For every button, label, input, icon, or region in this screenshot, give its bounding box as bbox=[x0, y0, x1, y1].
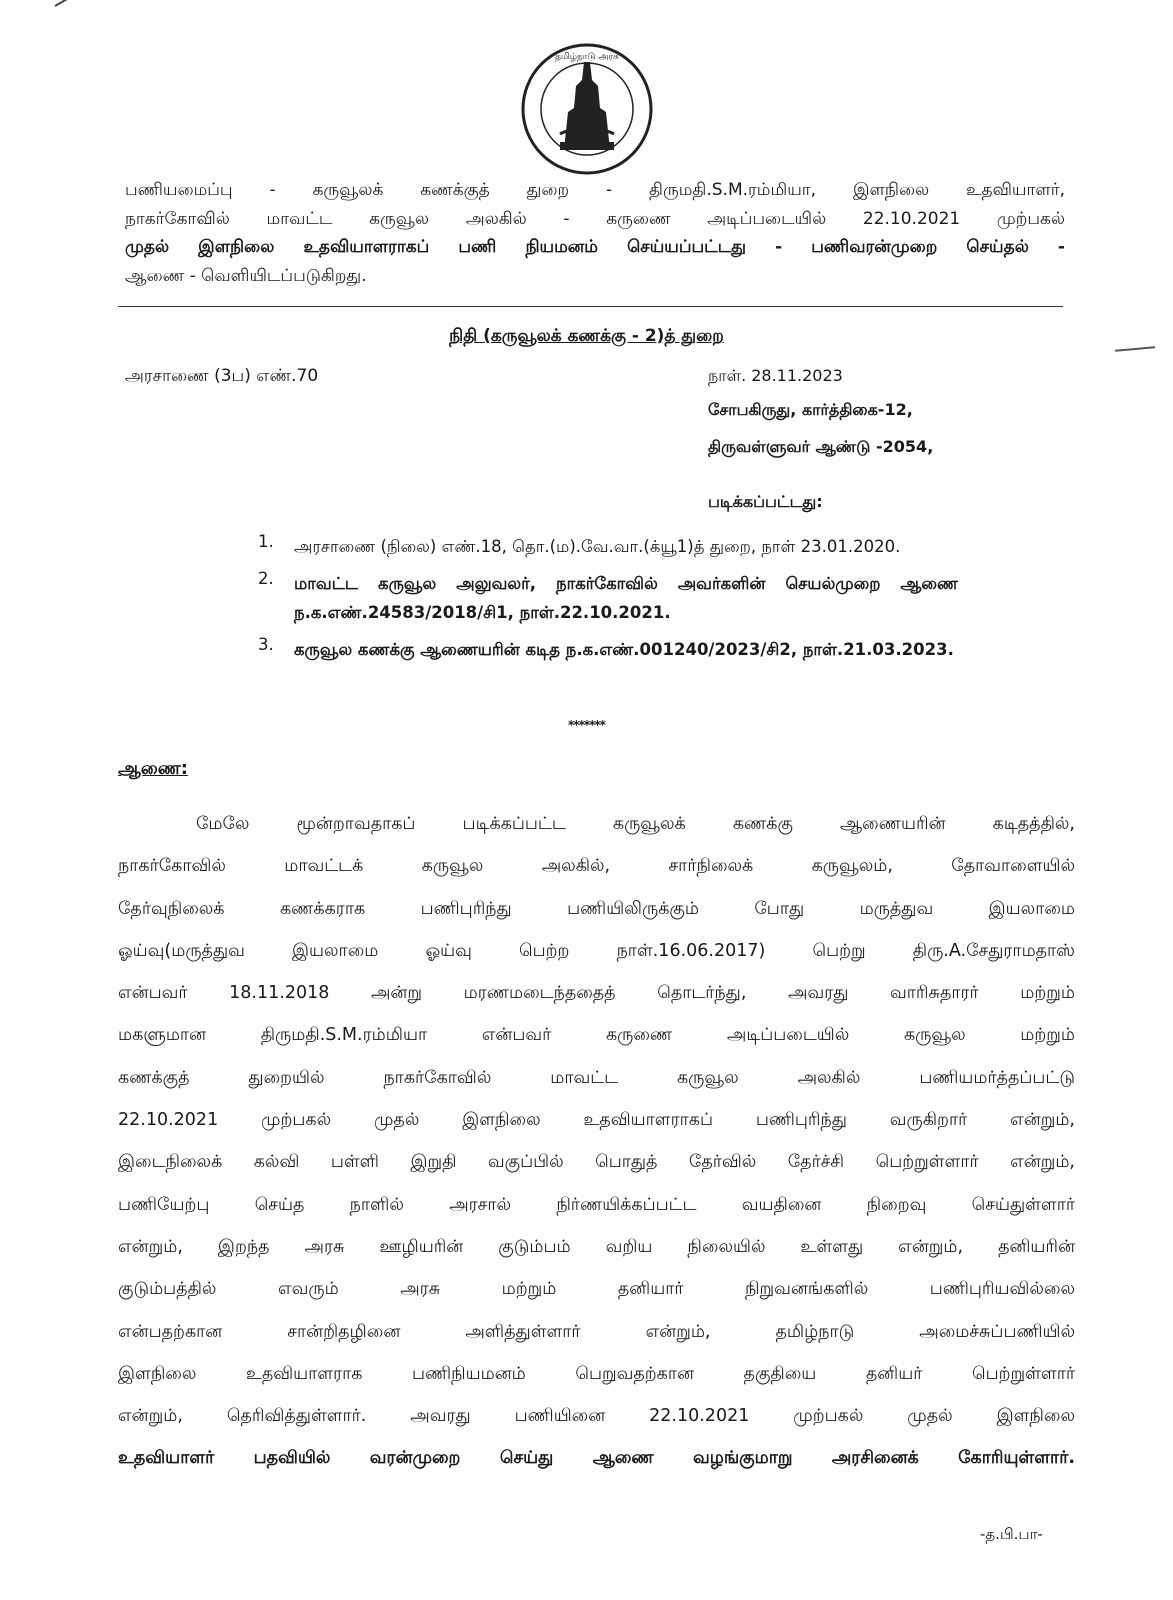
divider bbox=[118, 306, 1063, 307]
reference-number: 1. bbox=[258, 532, 274, 551]
order-line: மகளுமான திருமதி.S.M.ரம்மியா என்பவர் கருணை அடிப்படையில் கருவூல மற்றும் bbox=[118, 1025, 1075, 1046]
references-list bbox=[258, 532, 958, 672]
reference-text: கருவூல கணக்கு ஆணையரின் கடித ந.க.எண்.001240/2023/சி2, நாள்.21.03.2023. bbox=[294, 640, 954, 659]
pen-mark bbox=[55, 0, 96, 7]
order-line: தேர்வுநிலைக் கணக்கராக பணிபுரிந்து பணியிலிருக்கும் போது மருத்துவ இயலாமை bbox=[118, 898, 1075, 919]
reference-number: 3. bbox=[258, 635, 274, 654]
order-line: குடும்பத்தில் எவரும் அரசு மற்றும் தனியார் நிறுவனங்களில் பணிபுரியவில்லை bbox=[118, 1279, 1075, 1300]
reference-number: 2. bbox=[258, 569, 274, 588]
subject-line: முதல் இளநிலை உதவியாளராகப் பணி நியமனம் செய்யப்பட்டது - பணிவரன்முறை செய்தல் - bbox=[125, 237, 1065, 257]
tamil-nadu-emblem-icon bbox=[520, 42, 654, 176]
order-line: இடைநிலைக் கல்வி பள்ளி இறுதி வகுப்பில் பொதுத் தேர்வில் தேர்ச்சி பெற்றுள்ளார் என்றும், bbox=[118, 1152, 1075, 1173]
order-line: உதவியாளர் பதவியில் வரன்முறை செய்து ஆணை வழங்குமாறு அரசினைக் கோரியுள்ளார். bbox=[118, 1448, 1075, 1469]
order-paragraph bbox=[118, 803, 1075, 1480]
reference-text: மாவட்ட கருவூல அலுவலர், நாகர்கோவில் அவர்களின் செயல்முறை ஆணை ந.க.எண்.24583/2018/சி1, நாள்.22.10.2021. bbox=[294, 574, 958, 622]
reference-item bbox=[258, 532, 958, 561]
subject-line: ஆணை - வெளியிடப்படுகிறது. bbox=[125, 265, 367, 286]
reference-item bbox=[258, 569, 958, 627]
thiruvalluvar-year: திருவள்ளுவர் ஆண்டு -2054, bbox=[708, 437, 934, 456]
order-line: நாகர்கோவில் மாவட்டக் கருவூல அலகில், சார்நிலைக் கருவூலம், தோவாளையில் bbox=[118, 856, 1075, 877]
order-line: பணியேற்பு செய்த நாளில் அரசால் நிர்ணயிக்கப்பட்ட வயதினை நிறைவு செய்துள்ளார் bbox=[118, 1194, 1075, 1215]
tamil-date: சோபகிருது, கார்த்திகை-12, bbox=[708, 400, 913, 419]
page-footer: -த.பி.பா- bbox=[980, 1525, 1043, 1543]
order-line: என்பவர் 18.11.2018 அன்று மரணமடைந்ததைத் தொடர்ந்து, அவரது வாரிசுதாரர் மற்றும் bbox=[118, 983, 1075, 1004]
separator: ******* bbox=[568, 718, 605, 732]
order-line: மேலே மூன்றாவதாகப் படிக்கப்பட்ட கருவூலக் கணக்கு ஆணையரின் கடிதத்தில், bbox=[196, 814, 1075, 834]
order-line: இளநிலை உதவியாளராக பணிநியமனம் பெறுவதற்கான தகுதியை தனியர் பெற்றுள்ளார் bbox=[118, 1363, 1075, 1384]
department-text: நிதி (கருவூலக் கணக்கு - 2)த் துறை bbox=[449, 326, 724, 346]
order-line: கணக்குத் துறையில் நாகர்கோவில் மாவட்ட கருவூல அலகில் பணியமர்த்தப்பட்டு bbox=[118, 1067, 1075, 1088]
order-line: என்றும், இறந்த அரசு ஊழியரின் குடும்பம் வறிய நிலையில் உள்ளது என்றும், தனியரின் bbox=[118, 1236, 1075, 1257]
subject bbox=[125, 176, 1065, 290]
read-heading: படிக்கப்பட்டது: bbox=[708, 492, 823, 511]
order-line: 22.10.2021 முற்பகல் முதல் இளநிலை உதவியாளராகப் பணிபுரிந்து வருகிறார் என்றும், bbox=[118, 1110, 1075, 1131]
subject-line: பணியமைப்பு - கருவூலக் கணக்குத் துறை - திருமதி.S.M.ரம்மியா, இளநிலை உதவியாளர், bbox=[125, 180, 1065, 200]
order-heading: ஆணை: bbox=[118, 758, 188, 779]
order-line: என்பதற்கான சான்றிதழினை அளித்துள்ளார் என்றும், தமிழ்நாடு அமைச்சுப்பணியில் bbox=[118, 1321, 1075, 1342]
reference-text: அரசாணை (நிலை) எண்.18, தொ.(ம).வே.வா.(க்யூ1)த் துறை, நாள் 23.01.2020. bbox=[294, 537, 901, 556]
department-title bbox=[0, 326, 1173, 348]
order-line: என்றும், தெரிவித்துள்ளார். அவரது பணியினை 22.10.2021 முற்பகல் முதல் இளநிலை bbox=[118, 1406, 1075, 1427]
svg-text:தமிழ்நாடு அரசு: தமிழ்நாடு அரசு bbox=[555, 52, 619, 62]
order-line: ஓய்வு(மருத்துவ இயலாமை ஓய்வு பெற்ற நாள்.16.06.2017) பெற்று திரு.A.சேதுராமதாஸ் bbox=[118, 940, 1075, 961]
reference-item bbox=[258, 635, 958, 664]
date: நாள். 28.11.2023 bbox=[708, 366, 843, 385]
go-number: அரசாணை (3ப) எண்.70 bbox=[125, 366, 319, 386]
subject-line: நாகர்கோவில் மாவட்ட கருவூல அலகில் - கருணை அடிப்படையில் 22.10.2021 முற்பகல் bbox=[125, 208, 1065, 229]
